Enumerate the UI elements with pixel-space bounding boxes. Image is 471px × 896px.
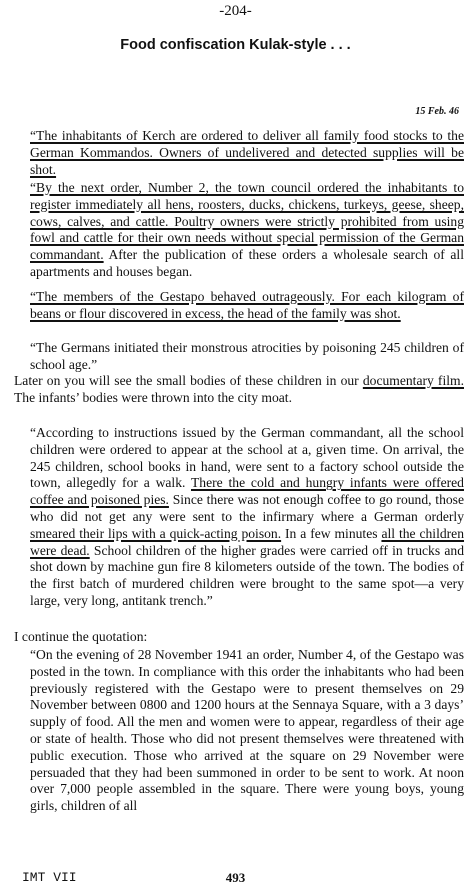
quote-paragraph-kerch-order — [30, 128, 464, 178]
quote-paragraph-order-number-2 — [30, 180, 464, 281]
narration-paragraph-film — [14, 373, 464, 407]
paragraph-text: School children of the higher grades were carried off in trucks and shot down by machine gun fire 8 kilometers outside of the town. The bodies of the first batch of murdered children were brought to the same spot—a very large, very long, antitank trench.” — [30, 542, 464, 608]
quote-paragraph-poisoning — [30, 340, 464, 374]
underlined-text: “The members of the Gestapo behaved outrageously. For each kilogram of beans or flour discovered in excess, the head of the family was shot. — [30, 289, 464, 321]
underlined-text: There the cold and hungry infants were offered coffee and poisoned pies. — [30, 475, 464, 508]
paragraph-text: In a few minutes — [281, 525, 382, 541]
page-number: -204- — [219, 3, 252, 19]
underlined-text: smeared their lips with a quick-acting poison. — [30, 525, 282, 541]
footer-page-number: 493 — [225, 870, 246, 885]
paragraph-text: “On the evening of 28 November 1941 an order, Number 4, of the Gestapo was posted in the town. In compliance with this order the inhabitants who had been previously registered with the Gestapo were to present themselves on 29 November between 0800 and 1200 hours at the Sennaya Square, with a 3 days’ supply of food. All the men and women were to appear, regardless of their age or state of health. Those who did not present themselves were threatened with public execution. Those who arrived at the square on 29 November were persuaded that they had been summoned in order to be sent to work. At noon over 7,000 people assembled in the square. There were young boys, young girls, children of all — [30, 647, 464, 814]
quote-paragraph-order-number-4 — [30, 647, 464, 815]
paragraph-text: After the publication of these orders a wholesale search of all apartments and houses began. — [30, 247, 464, 279]
narration-paragraph-continue — [14, 629, 464, 646]
footer-volume: IMT VII — [22, 870, 77, 885]
page-heading: Food confiscation Kulak-style . . . — [120, 37, 351, 53]
paragraph-text: “According to instructions issued by the German commandant, all the school children were ordered to appear at the school at a, given time. On arrival, the 245 children, school books in hand, were sent to a factory school outside the town, allegedly for a walk. — [30, 425, 464, 491]
underlined-text: documentary film. — [362, 373, 464, 388]
paragraph-text: Since there was not enough coffee to go round, those who did not get any were sent to the infirmary where a German orderly — [30, 492, 464, 524]
underlined-text: “The inhabitants of Kerch are ordered to deliver all family food stocks to the German Kommandos. Owners of undelivered and detected supplies will be shot. — [30, 128, 464, 177]
paragraph-text: “The Germans initiated their monstrous atrocities by poisoning 245 children of school age.” — [30, 340, 464, 372]
paragraph-text: I continue the quotation: — [14, 629, 148, 644]
date-note: 15 Feb. 46 — [415, 106, 459, 117]
quote-paragraph-gestapo — [30, 289, 464, 323]
quote-paragraph-school-children — [30, 425, 464, 610]
underlined-text: all the children were dead. — [30, 525, 465, 558]
underlined-text: “By the next order, Number 2, the town council ordered the inhabitants to register immediately all hens, roosters, ducks, chickens, turkeys, geese, sheep, cows, calves, and cattle. Poultry owners were strictly prohibited from using fowl and cattle for their own needs without special permission of the German commandant. — [30, 180, 464, 263]
paragraph-text: The infants’ bodies were thrown into the city moat. — [14, 389, 292, 405]
paragraph-text: Later on you will see the small bodies of these children in our — [14, 373, 363, 388]
